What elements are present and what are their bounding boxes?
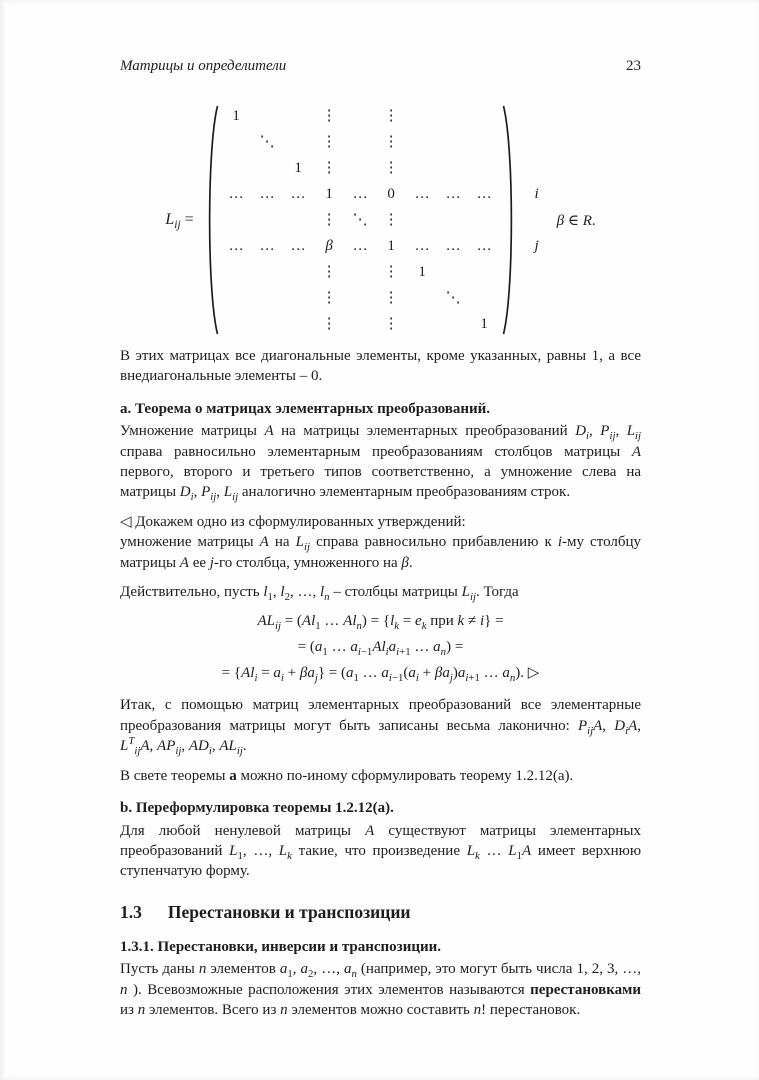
matrix-cell: … [352,237,368,254]
paragraph-svete: В свете теоремы а можно по-иному сформулировать теорему 1.2.12(а). [120,767,574,784]
matrix-cell: 1 [232,107,240,124]
matrix-cell: … [228,185,244,202]
page-number: 23 [626,58,641,74]
matrix-grid [221,103,500,337]
paragraph-theorem-b: Для любой ненулевой матрицы A существуют матрицы элементарных преобразований $L_1$, …, $L_k$ такие, что произведение $L_k$ … $L_1A$ имеет верхнюю ступенчатую форму. [120,822,642,880]
matrix-cell: 0 [387,185,395,202]
matrix-cell: 1 [480,315,488,332]
matrix-cell: … [445,185,461,202]
paragraph-indeed: Действительно, пусть $l_1$, $l_2$, …, $l_n$ – столбцы матрицы $L_{ij}$. Тогда [120,584,519,604]
matrix-cell: 1 [418,263,426,280]
matrix-cell: ⋱ [352,211,368,228]
matrix-cell: … [414,237,430,254]
row-index-j: j [534,238,539,254]
displayed-equations [120,608,641,686]
theorem-a-heading: а. Теорема о матрицах элементарных преобразований. [120,400,490,417]
matrix-cell: ⋮ [383,133,399,150]
matrix-cell: … [445,237,461,254]
matrix-cell: ⋱ [445,289,461,306]
paragraph-proof-start: ◁ Докажем одно из сформулированных утверждений: умножение матрицы A на $L_{ij}$ справа равносильно прибавлению к i-му столбцу матрицы A ее j-го столбца, умноженного на β. [120,513,642,571]
section-1-3-heading [120,902,641,923]
section-title: Перестановки и транспозиции [167,901,411,922]
matrix-cell: 1 [294,159,302,176]
matrix-cell: ⋮ [383,263,399,280]
matrix-cell: ⋮ [383,289,399,306]
matrix-equation [120,103,641,337]
matrix-cell: … [228,237,244,254]
matrix-cell: ⋮ [321,107,337,124]
paragraph-permutations: Пусть даны n элементов $a_1$, $a_2$, …, $a_n$ (например, это могут быть числа 1, 2, 3, …, n ). Всевозможные расположения этих элементов называются перестановками из n элементов. Всего из n элементов можно составить n! перестановок. [120,961,642,1018]
matrix-cell: ⋮ [321,289,337,306]
row-index-i: i [534,186,539,202]
matrix-cell: ⋮ [383,159,399,176]
matrix-cell: ⋮ [321,159,337,176]
subsection-1-3-1-heading: 1.3.1. Перестановки, инверсии и транспозиции. [120,938,442,955]
running-title: Матрицы и определители [120,58,287,74]
theorem-b-heading: b. Переформулировка теоремы 1.2.12(а). [120,800,394,817]
matrix-cell: ⋮ [383,211,399,228]
matrix-cell: 1 [325,185,333,202]
matrix-cell: ⋮ [321,211,337,228]
matrix-cell: β [325,237,333,254]
matrix-cell: ⋱ [259,133,275,150]
matrix-cell: ⋮ [321,133,337,150]
matrix-body [204,103,539,337]
right-paren-icon [502,103,517,337]
matrix-cell: 1 [387,237,395,254]
matrix-cell: … [476,237,492,254]
paragraph-matrix-note: В этих матрицах все диагональные элементы, кроме указанных, равны 1, а все внедиагональные элементы – 0. [120,348,641,385]
matrix-cell: … [352,185,368,202]
page-header [120,58,641,75]
matrix-cell: … [259,237,275,254]
matrix-lhs: $L_{ij}$ = [165,211,194,232]
paragraph-itak: Итак, с помощью матриц элементарных преобразований все элементарные преобразования матрицы могут быть записаны весьма лаконично: $P_{ij}A$, $D_iA$, $L^T_{ij}A$, $AP_{ij}$, $AD_i$, $AL_{ij}$. [120,697,641,758]
matrix-cell: … [290,237,306,254]
paragraph-theorem-a: Умножение матрицы A на матрицы элементарных преобразований $D_i$, $P_{ij}$, $L_{ij}$ справа равносильно элементарным преобразованиям столбцов матрицы A первого, второго и третьего типов соответственно, а умножение слева на матрицы $D_i$, $P_{ij}$, $L_{ij}$ аналогично элементарным преобразованиям строк. [120,423,642,504]
left-paren-icon [204,103,219,337]
beta-condition: β ∈ R. [556,212,596,229]
matrix-cell: … [476,185,492,202]
matrix-cell: ⋮ [383,315,399,332]
equation-line-2: = ($a_1$ … $a_{i-1}Al_ia_{i+1}$ … $a_n$) = [297,639,464,659]
matrix-cell: ⋮ [321,263,337,280]
section-number: 1.3 [120,901,142,922]
matrix-cell: … [414,185,430,202]
equation-line-3: = $\{Al_i = a_i + \beta a_j\} = (a_1$ … $a_{i-1}(a_i + \beta a_j)a_{i+1}$ … $a_n$). ▷ [221,665,540,685]
equation-line-1: $AL_{ij} = (Al_1$ … $Al_n) = \{l_k = e_k$ при k ≠ i} = [257,613,504,633]
matrix-cell: ⋮ [383,107,399,124]
matrix-cell: … [290,185,306,202]
matrix-cell: … [259,185,275,202]
matrix-cell: ⋮ [321,315,337,332]
